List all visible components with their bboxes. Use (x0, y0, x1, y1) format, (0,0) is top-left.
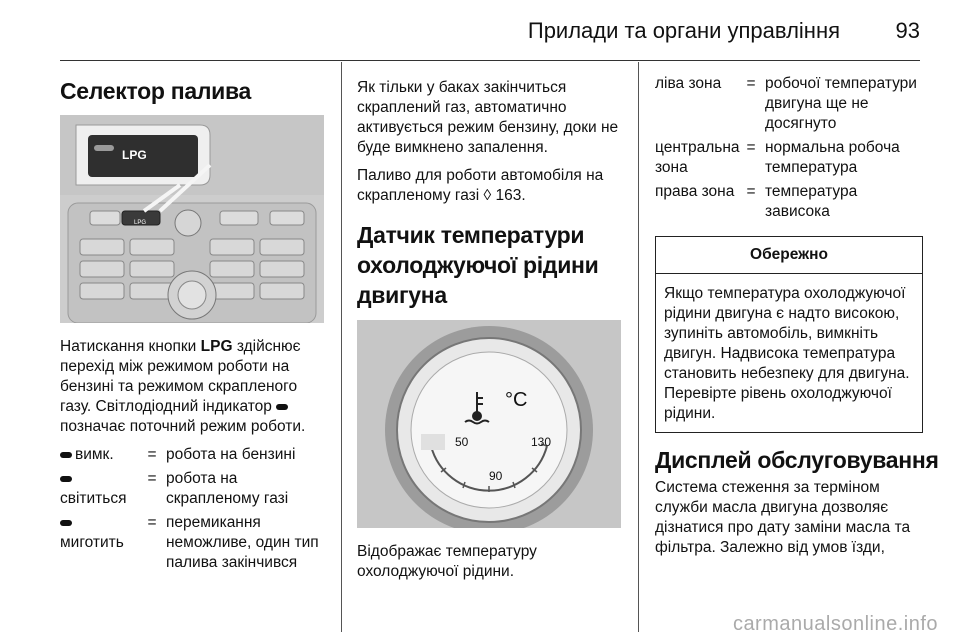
table-eq: = (147, 446, 157, 463)
page-number: 93 (895, 18, 920, 43)
table-eq: = (147, 514, 157, 531)
caution-text: Якщо температура охолоджуючої рідини двигуна є надто високою, зупиніть автомобіль, вимкніть двигун. Надвисока темепратура становить небезпеку для двигуна. Перевірте рівень охолоджуючої рідини. (664, 285, 910, 422)
table-def: робота на скрапленому газі (166, 470, 289, 507)
gauge-tick-130: 130 (531, 435, 552, 449)
gauge-zone-table (655, 74, 923, 222)
table-def: робочої температури двигуна ще не досягнуто (765, 75, 917, 132)
lpg-status-table (60, 445, 328, 573)
table-term: миготить (60, 513, 138, 573)
lpg-empty-paragraph: Як тільки у баках закінчиться скраплений газ, автоматично активується режим бензину, доки не буде вимкнено запалення. (357, 79, 619, 156)
table-term: світиться (60, 469, 138, 509)
header-title: Прилади та органи управління (527, 18, 840, 43)
table-eq: = (147, 470, 157, 487)
led-indicator-icon (276, 404, 288, 410)
lpg-panel-illustration (60, 115, 324, 323)
table-def: робота на бензині (166, 446, 296, 463)
section-title-coolant-sensor: Датчик температури охолоджуючої рідини двигуна (357, 222, 599, 308)
page-reference-icon: ◊ (483, 187, 492, 204)
watermark-text: carmanualsonline.info (732, 613, 938, 635)
table-eq: = (746, 183, 756, 200)
column-3 (655, 66, 939, 566)
gauge-unit-label: °C (505, 389, 528, 411)
column-1 (60, 66, 328, 573)
coolant-gauge-illustration (357, 320, 621, 528)
led-indicator-icon (60, 452, 72, 458)
table-term: ліва зона (655, 75, 722, 92)
lpg-button-small-label: LPG (134, 220, 147, 226)
table-term: центральна зона (655, 139, 740, 176)
column-2 (357, 66, 625, 590)
table-def: температура зависока (765, 183, 858, 220)
column-divider-1 (341, 62, 342, 632)
section-title-fuel-selector: Селектор палива (60, 78, 252, 104)
column-divider-2 (638, 62, 639, 632)
coolant-gauge-figure (357, 320, 621, 528)
lpg-description: Натискання кнопки LPG здійснює перехід між режимом роботи на бензині та режимом скрапленого газу. Світлодіодний індикатор позначає поточний режим роботи. (60, 338, 306, 435)
lpg-button-label: LPG (122, 148, 147, 162)
header-rule (60, 60, 920, 61)
gauge-tick-90: 90 (489, 469, 503, 483)
table-eq: = (746, 75, 756, 92)
table-term: вимк. (60, 445, 138, 465)
led-indicator-icon (60, 476, 72, 482)
table-def: перемикання неможливе, один тип палива закінчився (166, 514, 319, 571)
page-header (0, 0, 960, 60)
section-title-service-display: Дисплей обслуговування (655, 447, 939, 473)
lpg-reference-paragraph: Паливо для роботи автомобіля на скрапленому газі ◊ 163. (357, 167, 604, 204)
led-indicator-icon (60, 520, 72, 526)
service-display-paragraph: Система стеження за терміном служби масла двигуна дозволяє дізнатися про дату заміни масла та фільтра. Залежно від умов їзди, (655, 479, 911, 556)
lpg-button-figure (60, 115, 324, 323)
gauge-tick-50: 50 (455, 435, 469, 449)
gauge-caption: Відображає температуру охолоджуючої рідини. (357, 543, 537, 580)
caution-title: Обережно (656, 237, 922, 274)
table-def: нормальна робоча температура (765, 139, 900, 176)
table-term: права зона (655, 183, 735, 200)
caution-box (655, 236, 923, 433)
table-eq: = (746, 139, 756, 156)
